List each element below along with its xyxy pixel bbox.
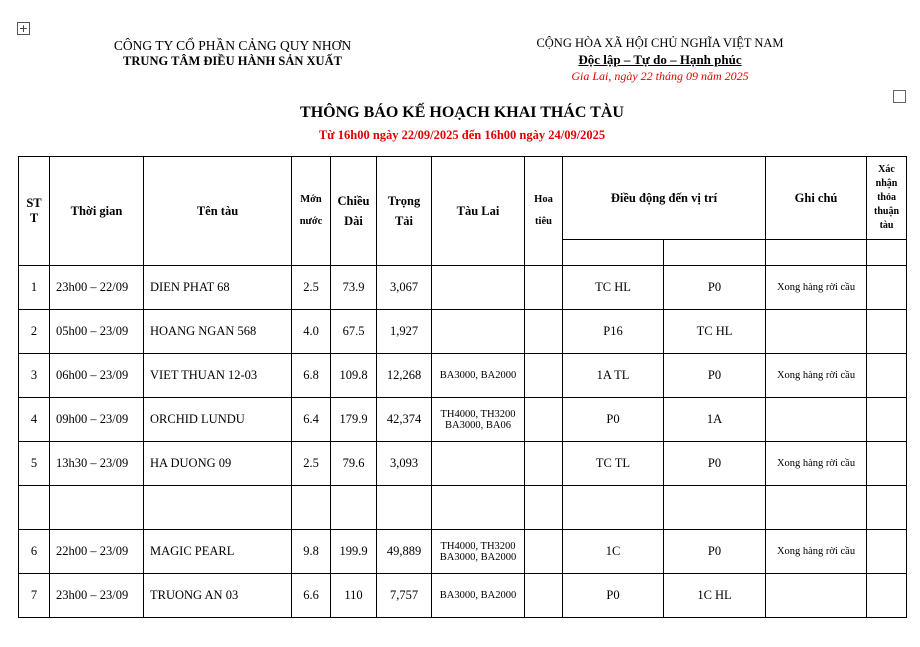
cell-time xyxy=(50,486,144,530)
cell-tonnage: 42,374 xyxy=(377,398,432,442)
cell-to xyxy=(664,486,766,530)
cell-agreement xyxy=(867,486,907,530)
cell-draft: 4.0 xyxy=(292,310,331,354)
cell-tonnage xyxy=(377,486,432,530)
cell-stt: 7 xyxy=(19,574,50,618)
table-row xyxy=(19,266,907,310)
cell-ship xyxy=(144,486,292,530)
cell-from xyxy=(563,486,664,530)
cell-ship: TRUONG AN 03 xyxy=(144,574,292,618)
cell-tug: BA3000, BA2000 xyxy=(432,574,525,618)
cell-pilot xyxy=(525,486,563,530)
cell-stt: 5 xyxy=(19,442,50,486)
cell-time: 23h00 – 23/09 xyxy=(50,574,144,618)
page-title: THÔNG BÁO KẾ HOẠCH KHAI THÁC TÀU xyxy=(300,104,624,121)
cell-stt: 4 xyxy=(19,398,50,442)
cell-tonnage: 1,927 xyxy=(377,310,432,354)
cell-time: 22h00 – 23/09 xyxy=(50,530,144,574)
cell-tug xyxy=(432,310,525,354)
cell-from: 1C xyxy=(563,530,664,574)
header-agreement-sub xyxy=(867,240,907,266)
cell-note: Xong hàng rời cầu xyxy=(766,266,867,310)
cell-agreement xyxy=(867,398,907,442)
cell-ship: HA DUONG 09 xyxy=(144,442,292,486)
cell-tug: TH4000, TH3200 BA3000, BA2000 xyxy=(432,530,525,574)
cell-draft xyxy=(292,486,331,530)
cell-stt: 1 xyxy=(19,266,50,310)
header-agreement: Xác nhận thỏa thuận tàu xyxy=(867,157,907,240)
cell-from: P0 xyxy=(563,398,664,442)
cell-length: 110 xyxy=(331,574,377,618)
cell-draft: 2.5 xyxy=(292,442,331,486)
cell-length: 79.6 xyxy=(331,442,377,486)
company-name: CÔNG TY CỔ PHẦN CẢNG QUY NHƠN xyxy=(113,38,352,53)
cell-tonnage: 12,268 xyxy=(377,354,432,398)
cell-tug xyxy=(432,266,525,310)
cell-length: 73.9 xyxy=(331,266,377,310)
cell-to: P0 xyxy=(664,530,766,574)
cell-agreement xyxy=(867,530,907,574)
cell-ship: ORCHID LUNDU xyxy=(144,398,292,442)
cell-pilot xyxy=(525,398,563,442)
cell-draft: 6.8 xyxy=(292,354,331,398)
header-note-sub xyxy=(766,240,867,266)
cell-time: 09h00 – 23/09 xyxy=(50,398,144,442)
cell-ship: HOANG NGAN 568 xyxy=(144,310,292,354)
cell-tug xyxy=(432,486,525,530)
cell-tonnage: 7,757 xyxy=(377,574,432,618)
cell-to: P0 xyxy=(664,354,766,398)
table-move-handle[interactable]: + xyxy=(18,22,29,35)
cell-agreement xyxy=(867,442,907,486)
cell-note: Xong hàng rời cầu xyxy=(766,442,867,486)
cell-agreement xyxy=(867,354,907,398)
cell-draft: 6.4 xyxy=(292,398,331,442)
cell-pilot xyxy=(525,354,563,398)
table-row xyxy=(19,530,907,574)
cell-draft: 6.6 xyxy=(292,574,331,618)
cell-note xyxy=(766,574,867,618)
cell-tonnage: 3,067 xyxy=(377,266,432,310)
cell-note xyxy=(766,310,867,354)
table-resize-handle[interactable] xyxy=(893,90,906,103)
cell-agreement xyxy=(867,266,907,310)
cell-ship: MAGIC PEARL xyxy=(144,530,292,574)
cell-length: 109.8 xyxy=(331,354,377,398)
cell-ship: VIET THUAN 12-03 xyxy=(144,354,292,398)
cell-to: P0 xyxy=(664,442,766,486)
header-move-from xyxy=(563,240,664,266)
cell-length: 199.9 xyxy=(331,530,377,574)
cell-to: 1C HL xyxy=(664,574,766,618)
nation-motto: Độc lập – Tự do – Hạnh phúc xyxy=(578,52,742,67)
cell-to: 1A xyxy=(664,398,766,442)
table-row-empty xyxy=(19,486,907,530)
cell-draft: 2.5 xyxy=(292,266,331,310)
cell-note: Xong hàng rời cầu xyxy=(766,354,867,398)
cell-tug: TH4000, TH3200 BA3000, BA06 xyxy=(432,398,525,442)
cell-stt xyxy=(19,486,50,530)
cell-from: TC TL xyxy=(563,442,664,486)
header-time: Thời gian xyxy=(50,157,144,266)
cell-from: P0 xyxy=(563,574,664,618)
header-ship: Tên tàu xyxy=(144,157,292,266)
header-move-to xyxy=(664,240,766,266)
table-row xyxy=(19,398,907,442)
table-row xyxy=(19,574,907,618)
cell-pilot xyxy=(525,530,563,574)
cell-pilot xyxy=(525,442,563,486)
cell-time: 13h30 – 23/09 xyxy=(50,442,144,486)
cell-time: 05h00 – 23/09 xyxy=(50,310,144,354)
header-length: Chiều Dài xyxy=(331,157,377,266)
department-name: TRUNG TÂM ĐIỀU HÀNH SẢN XUẤT xyxy=(123,54,342,68)
place-date: Gia Lai, ngày 22 tháng 09 năm 2025 xyxy=(571,69,749,83)
table-row xyxy=(19,310,907,354)
header-tug: Tàu Lai xyxy=(432,157,525,266)
header-note: Ghi chú xyxy=(766,157,867,240)
cell-pilot xyxy=(525,574,563,618)
cell-length xyxy=(331,486,377,530)
cell-stt: 3 xyxy=(19,354,50,398)
page-subtitle: Từ 16h00 ngày 22/09/2025 đến 16h00 ngày 24/09/2025 xyxy=(318,128,606,142)
table-row xyxy=(19,354,907,398)
cell-pilot xyxy=(525,310,563,354)
cell-tonnage: 3,093 xyxy=(377,442,432,486)
cell-note: Xong hàng rời cầu xyxy=(766,530,867,574)
cell-pilot xyxy=(525,266,563,310)
cell-draft: 9.8 xyxy=(292,530,331,574)
cell-to: TC HL xyxy=(664,310,766,354)
header-tonnage: Trọng Tải xyxy=(377,157,432,266)
cell-agreement xyxy=(867,574,907,618)
cell-note xyxy=(766,398,867,442)
table-row xyxy=(19,442,907,486)
cell-tug xyxy=(432,442,525,486)
cell-from: TC HL xyxy=(563,266,664,310)
cell-agreement xyxy=(867,310,907,354)
cell-time: 23h00 – 22/09 xyxy=(50,266,144,310)
cell-ship: DIEN PHAT 68 xyxy=(144,266,292,310)
cell-from: P16 xyxy=(563,310,664,354)
cell-to: P0 xyxy=(664,266,766,310)
cell-tug: BA3000, BA2000 xyxy=(432,354,525,398)
ship-plan-table xyxy=(18,156,907,618)
cell-tonnage: 49,889 xyxy=(377,530,432,574)
cell-length: 179.9 xyxy=(331,398,377,442)
header-move: Điều động đến vị trí xyxy=(563,157,766,240)
cell-stt: 6 xyxy=(19,530,50,574)
nation-name: CỘNG HÒA XÃ HỘI CHỦ NGHĨA VIỆT NAM xyxy=(536,36,784,50)
header-draft: Mớn nước xyxy=(292,157,331,266)
header-stt: ST T xyxy=(19,157,50,266)
cell-note xyxy=(766,486,867,530)
cell-stt: 2 xyxy=(19,310,50,354)
cell-time: 06h00 – 23/09 xyxy=(50,354,144,398)
header-pilot: Hoa tiêu xyxy=(525,157,563,266)
cell-from: 1A TL xyxy=(563,354,664,398)
cell-length: 67.5 xyxy=(331,310,377,354)
